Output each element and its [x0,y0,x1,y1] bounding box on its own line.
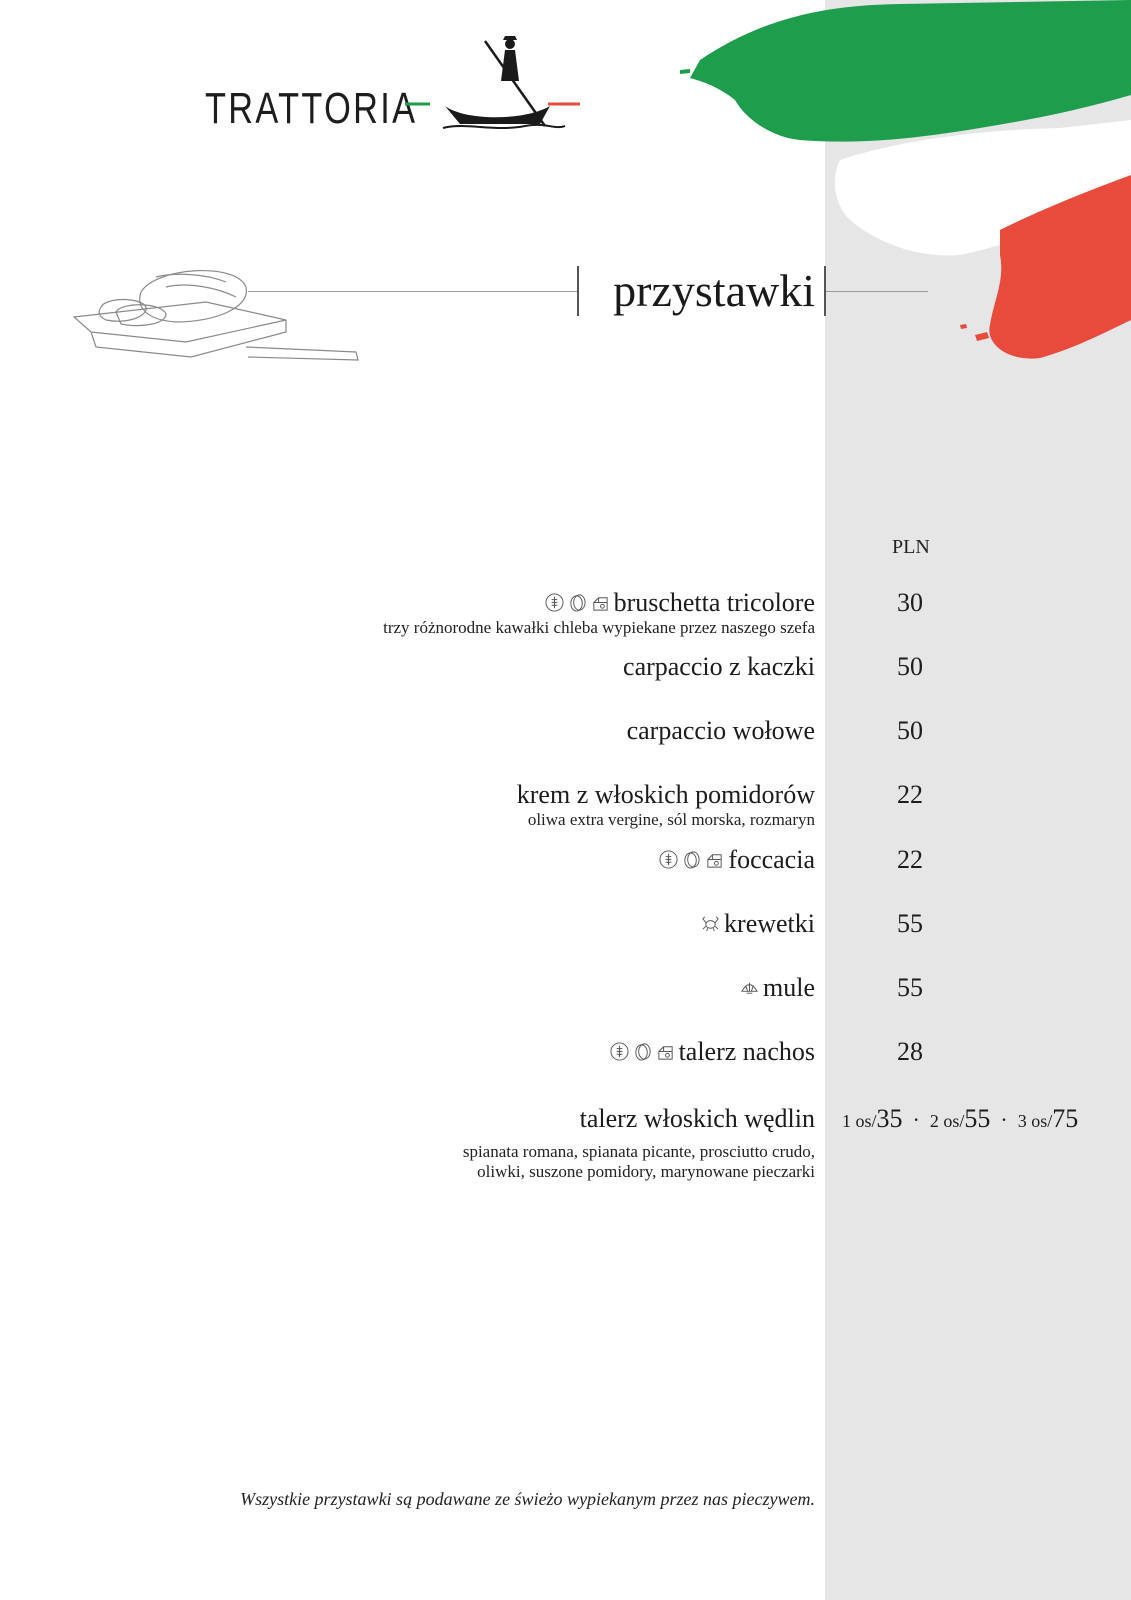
item-description-line2: oliwki, suszone pomidory, marynowane pieczarki [477,1162,815,1181]
item-price: 55 [897,909,923,938]
menu-item [740,973,815,1003]
gluten-icon [659,850,678,869]
gluten-icon [545,593,564,612]
item-price: 50 [897,652,923,681]
item-price: 22 [897,845,923,874]
item-price: 28 [897,1037,923,1066]
item-name: carpaccio wołowe [626,716,815,745]
persons-label: 2 os/ [929,1111,965,1131]
egg-icon [633,1042,652,1061]
item-name: foccacia [728,845,815,874]
menu-item [623,652,815,682]
item-name: talerz nachos [678,1037,815,1066]
persons-label: 3 os/ [1017,1111,1053,1131]
dairy-icon [656,1042,675,1061]
menu-item [383,588,815,638]
menu-item [517,780,815,830]
gluten-icon [610,1042,629,1061]
mollusc-icon [740,978,759,997]
item-name: talerz włoskich wędlin [579,1104,815,1133]
price-value: 55 [964,1104,991,1133]
item-description: trzy różnorodne kawałki chleba wypiekane przez naszego szefa [383,618,815,637]
price-value: 75 [1052,1104,1079,1133]
footnote: Wszystkie przystawki są podawane ze świeżo wypiekanym przez nas pieczywem. [240,1489,815,1509]
dairy-icon [591,593,610,612]
item-name: mule [763,973,815,1002]
allergen-icons [545,593,610,612]
item-name: krewetki [724,909,815,938]
egg-icon [682,850,701,869]
item-price: 30 [897,588,923,617]
allergen-icons [740,978,759,997]
item-description-line1: spianata romana, spianata picante, prosciutto crudo, [462,1142,815,1161]
crustacean-icon [701,914,720,933]
price-separator: · [912,1107,920,1132]
menu-item [610,1037,815,1067]
menu-item-platter [463,1104,815,1182]
item-description: oliwa extra vergine, sól morska, rozmaryn [527,810,815,829]
gondolier-logo-icon [205,36,605,136]
dairy-icon [705,850,724,869]
section-rule-left [248,291,578,292]
item-name: carpaccio z kaczki [623,652,815,681]
section-bar-left [577,266,579,316]
section-rule-right [826,291,928,292]
brand-name: TRATTORIA [205,84,418,133]
item-price: 50 [897,716,923,745]
persons-label: 1 os/ [842,1111,877,1131]
price-separator: · [1000,1107,1008,1132]
menu-item [627,716,815,746]
price-value: 35 [876,1104,903,1133]
item-price: 22 [897,780,923,809]
egg-icon [568,593,587,612]
item-name: bruschetta tricolore [613,588,815,617]
bread-board-sketch [66,262,366,372]
currency-header: PLN [892,536,930,558]
allergen-icons [701,914,720,933]
item-price: 55 [897,973,923,1002]
menu-item [659,845,815,875]
menu-item [701,909,815,939]
platter-prices [842,1104,1078,1134]
allergen-icons [659,850,724,869]
section-title: przystawki [613,265,815,316]
item-name: krem z włoskich pomidorów [516,780,815,809]
allergen-icons [610,1042,675,1061]
